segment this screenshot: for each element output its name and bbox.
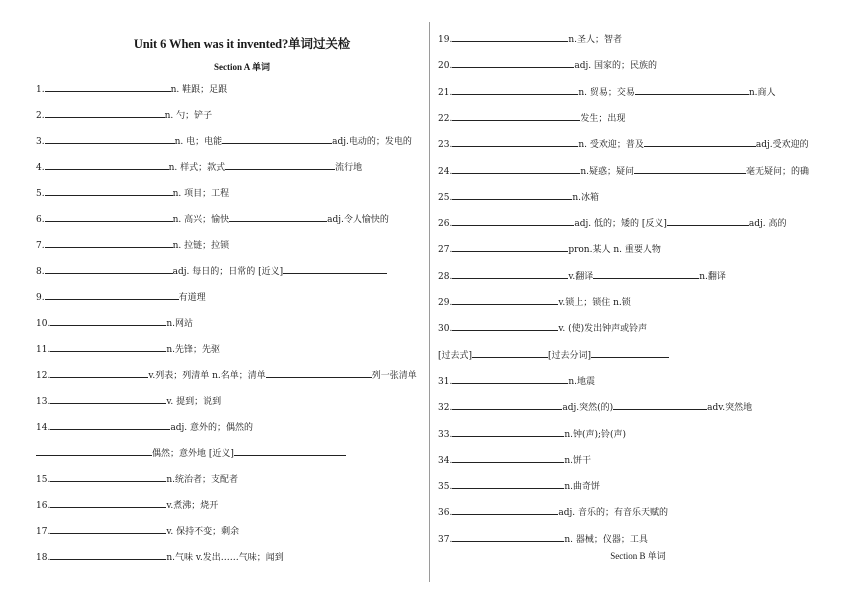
meaning-label: v.煮沸；烧开 <box>166 501 219 511</box>
answer-blank[interactable] <box>634 162 746 174</box>
vocab-line <box>438 109 625 123</box>
answer-blank[interactable] <box>452 451 564 463</box>
item-number: 8. <box>36 267 45 277</box>
answer-blank[interactable] <box>452 503 558 515</box>
meaning-label: [过去式] <box>438 350 473 361</box>
meaning-label: n. 鞋跟；足跟 <box>170 85 228 95</box>
vocab-line <box>438 346 669 360</box>
meaning-label: n.饼干 <box>564 455 591 466</box>
meaning-label: n. 电；电能 <box>174 137 223 147</box>
meaning-label: n.气味 v.发出……气味；闻到 <box>166 553 284 563</box>
meaning-label: pron.某人 n. 重要人物 <box>568 245 661 256</box>
answer-blank[interactable] <box>45 288 179 300</box>
answer-blank[interactable] <box>452 530 564 542</box>
vocab-line <box>438 135 809 149</box>
answer-blank[interactable] <box>45 184 173 196</box>
answer-blank[interactable] <box>50 522 166 534</box>
column-divider <box>429 22 430 582</box>
meaning-label: n.统治者；支配者 <box>166 475 238 485</box>
item-number: 10. <box>36 319 51 329</box>
meaning-label: n. 样式；款式 <box>168 163 226 173</box>
item-number: 7. <box>36 241 45 251</box>
vocab-line <box>36 496 218 510</box>
item-number: 15. <box>36 475 51 485</box>
answer-blank[interactable] <box>50 340 166 352</box>
vocab-line <box>36 314 193 328</box>
vocab-line <box>438 162 809 176</box>
vocab-line <box>438 530 648 544</box>
item-number: 25. <box>438 192 453 203</box>
item-number: 21. <box>438 87 453 98</box>
vocab-line <box>438 240 661 254</box>
answer-blank[interactable] <box>283 262 387 274</box>
item-number: 35. <box>438 482 453 493</box>
meaning-label: n. 项目；工程 <box>172 189 230 199</box>
vocab-line <box>438 30 622 44</box>
meaning-label: adj. 高的 <box>748 219 787 230</box>
answer-blank[interactable] <box>45 106 165 118</box>
answer-blank[interactable] <box>50 392 166 404</box>
meaning-label: 毫无疑问；的确 <box>746 166 810 177</box>
vocab-line <box>438 477 600 491</box>
meaning-label: v. 提到；说到 <box>166 397 222 407</box>
item-number: 22. <box>438 113 453 124</box>
meaning-label: adj.令人愉快的 <box>327 215 389 225</box>
item-number: 11. <box>36 345 51 355</box>
item-number: 30. <box>438 324 453 335</box>
answer-blank[interactable] <box>36 444 152 456</box>
answer-blank[interactable] <box>452 83 578 95</box>
item-number: 28. <box>438 271 453 282</box>
meaning-label: 发生；出现 <box>580 113 626 124</box>
vocab-line <box>438 398 752 412</box>
meaning-label: n.商人 <box>748 87 776 98</box>
meaning-label: [过去分词] <box>548 350 592 361</box>
vocab-line <box>438 188 599 202</box>
vocab-line <box>36 80 227 94</box>
meaning-label: adj. 每日的；日常的 [近义] <box>172 267 284 277</box>
meaning-label: n. 拉链；拉锁 <box>172 241 230 251</box>
answer-blank[interactable] <box>234 444 346 456</box>
meaning-label: n.钟(声);铃(声) <box>564 429 627 440</box>
meaning-label: v.翻译 <box>568 271 594 282</box>
vocab-line <box>36 418 253 432</box>
meaning-label: adj. 音乐的；有音乐天赋的 <box>558 508 668 519</box>
item-number: 3. <box>36 137 45 147</box>
meaning-label: n.曲奇饼 <box>564 482 600 493</box>
meaning-label: v. 保持不变；剩余 <box>166 527 240 537</box>
meaning-label: adj. 国家的；民族的 <box>574 61 657 72</box>
item-number: 12. <box>36 371 51 381</box>
meaning-label: 有道理 <box>178 293 206 303</box>
vocab-line <box>36 210 389 224</box>
answer-blank[interactable] <box>229 210 327 222</box>
item-number: 4. <box>36 163 45 173</box>
meaning-label: n.翻译 <box>699 271 726 282</box>
vocab-line <box>36 132 412 146</box>
answer-blank[interactable] <box>613 398 707 410</box>
answer-blank[interactable] <box>50 470 166 482</box>
answer-blank[interactable] <box>452 162 580 174</box>
vocab-line <box>36 340 220 354</box>
answer-blank[interactable] <box>50 496 166 508</box>
answer-blank[interactable] <box>667 214 749 226</box>
vocab-line <box>36 548 284 562</box>
vocab-line <box>36 366 417 380</box>
meaning-label: v.列表；列清单 n.名单；清单 <box>148 371 266 381</box>
meaning-label: n. 勺；铲子 <box>164 111 213 121</box>
item-number: 19. <box>438 35 453 45</box>
vocab-line <box>438 425 626 439</box>
worksheet-title: Unit 6 When was it invented?单词过关检 <box>133 37 351 51</box>
item-number: 14. <box>36 423 51 433</box>
meaning-label: 偶然；意外地 [近义] <box>152 449 234 459</box>
vocab-line <box>438 451 591 465</box>
item-number: 26. <box>438 219 453 230</box>
answer-blank[interactable] <box>635 83 749 95</box>
answer-blank[interactable] <box>452 425 564 437</box>
meaning-label: n.圣人；智者 <box>568 35 622 45</box>
vocab-line <box>438 372 595 386</box>
answer-blank[interactable] <box>452 56 574 68</box>
vocab-line <box>36 522 239 536</box>
meaning-label: n. 受欢迎；普及 <box>578 140 644 151</box>
meaning-label: n.疑惑；疑问 <box>580 166 634 177</box>
meaning-label: adj.电动的；发电的 <box>332 137 412 147</box>
vocab-line <box>438 56 657 70</box>
item-number: 37. <box>438 534 453 545</box>
meaning-label: n.先锋；先驱 <box>166 345 220 355</box>
answer-blank[interactable] <box>452 188 572 200</box>
meaning-label: 流行地 <box>335 163 363 173</box>
answer-blank[interactable] <box>45 132 175 144</box>
item-number: 5. <box>36 189 45 199</box>
answer-blank[interactable] <box>266 366 372 378</box>
answer-blank[interactable] <box>591 346 669 358</box>
vocab-line <box>438 83 776 97</box>
meaning-label: v. (使)发出钟声或铃声 <box>558 324 648 335</box>
vocab-line <box>438 214 787 228</box>
vocab-line <box>36 236 229 250</box>
meaning-label: n. 高兴；愉快 <box>172 215 230 225</box>
meaning-label: n. 贸易；交易 <box>578 87 635 98</box>
item-number: 36. <box>438 508 453 519</box>
item-number: 34. <box>438 455 453 466</box>
answer-blank[interactable] <box>225 158 335 170</box>
item-number: 6. <box>36 215 45 225</box>
vocab-line <box>36 262 387 276</box>
item-number: 18. <box>36 553 51 563</box>
answer-blank[interactable] <box>452 30 568 42</box>
item-number: 13. <box>36 397 51 407</box>
answer-blank[interactable] <box>45 158 169 170</box>
vocab-line <box>36 158 362 172</box>
item-number: 17. <box>36 527 51 537</box>
answer-blank[interactable] <box>452 135 578 147</box>
item-number: 16. <box>36 501 51 511</box>
answer-blank[interactable] <box>45 210 173 222</box>
answer-blank[interactable] <box>45 262 173 274</box>
answer-blank[interactable] <box>452 267 568 279</box>
meaning-label: n.冰箱 <box>572 192 599 203</box>
item-number: 20. <box>438 61 453 72</box>
vocab-line <box>36 106 212 120</box>
answer-blank[interactable] <box>452 293 558 305</box>
answer-blank[interactable] <box>472 346 548 358</box>
vocab-line <box>438 267 726 281</box>
item-number: 24. <box>438 166 453 177</box>
answer-blank[interactable] <box>452 214 574 226</box>
item-number: 32. <box>438 403 453 414</box>
answer-blank[interactable] <box>45 80 171 92</box>
answer-blank[interactable] <box>45 236 173 248</box>
answer-blank[interactable] <box>452 319 558 331</box>
vocab-line <box>438 319 647 333</box>
answer-blank[interactable] <box>452 398 562 410</box>
meaning-label: adj.突然(的) <box>562 403 614 414</box>
answer-blank[interactable] <box>222 132 332 144</box>
item-number: 1. <box>36 85 45 95</box>
meaning-label: v.锁上；锁住 n.锁 <box>558 298 631 308</box>
item-number: 29. <box>438 298 453 308</box>
meaning-label: n.地震 <box>568 376 595 387</box>
vocab-line <box>36 288 206 302</box>
item-number: 27. <box>438 245 453 256</box>
item-number: 31. <box>438 376 453 387</box>
vocab-line <box>36 392 221 406</box>
answer-blank[interactable] <box>644 135 756 147</box>
answer-blank[interactable] <box>452 477 564 489</box>
meaning-label: adj.受欢迎的 <box>755 140 809 151</box>
vocab-line <box>36 184 229 198</box>
answer-blank[interactable] <box>50 366 148 378</box>
vocab-line <box>36 444 346 458</box>
vocab-line <box>438 503 668 517</box>
vocab-line <box>36 470 238 484</box>
answer-blank[interactable] <box>50 418 170 430</box>
meaning-label: n. 器械；仪器；工具 <box>564 534 648 545</box>
item-number: 2. <box>36 111 45 121</box>
answer-blank[interactable] <box>50 314 166 326</box>
answer-blank[interactable] <box>593 267 699 279</box>
item-number: 9. <box>36 293 45 303</box>
meaning-label: adj. 意外的；偶然的 <box>170 423 253 433</box>
answer-blank[interactable] <box>452 240 568 252</box>
meaning-label: n.网站 <box>166 319 193 329</box>
answer-blank[interactable] <box>452 109 580 121</box>
section-a-heading: Section A 单词 <box>213 62 270 72</box>
item-number: 23. <box>438 140 453 151</box>
section-b-heading: Section B 单词 <box>610 551 666 561</box>
answer-blank[interactable] <box>50 548 166 560</box>
vocab-line <box>438 293 631 307</box>
answer-blank[interactable] <box>452 372 568 384</box>
meaning-label: adv.突然地 <box>707 403 753 414</box>
item-number: 33. <box>438 429 453 440</box>
meaning-label: adj. 低的；矮的 [反义] <box>574 219 667 230</box>
meaning-label: 列一张清单 <box>371 371 417 381</box>
